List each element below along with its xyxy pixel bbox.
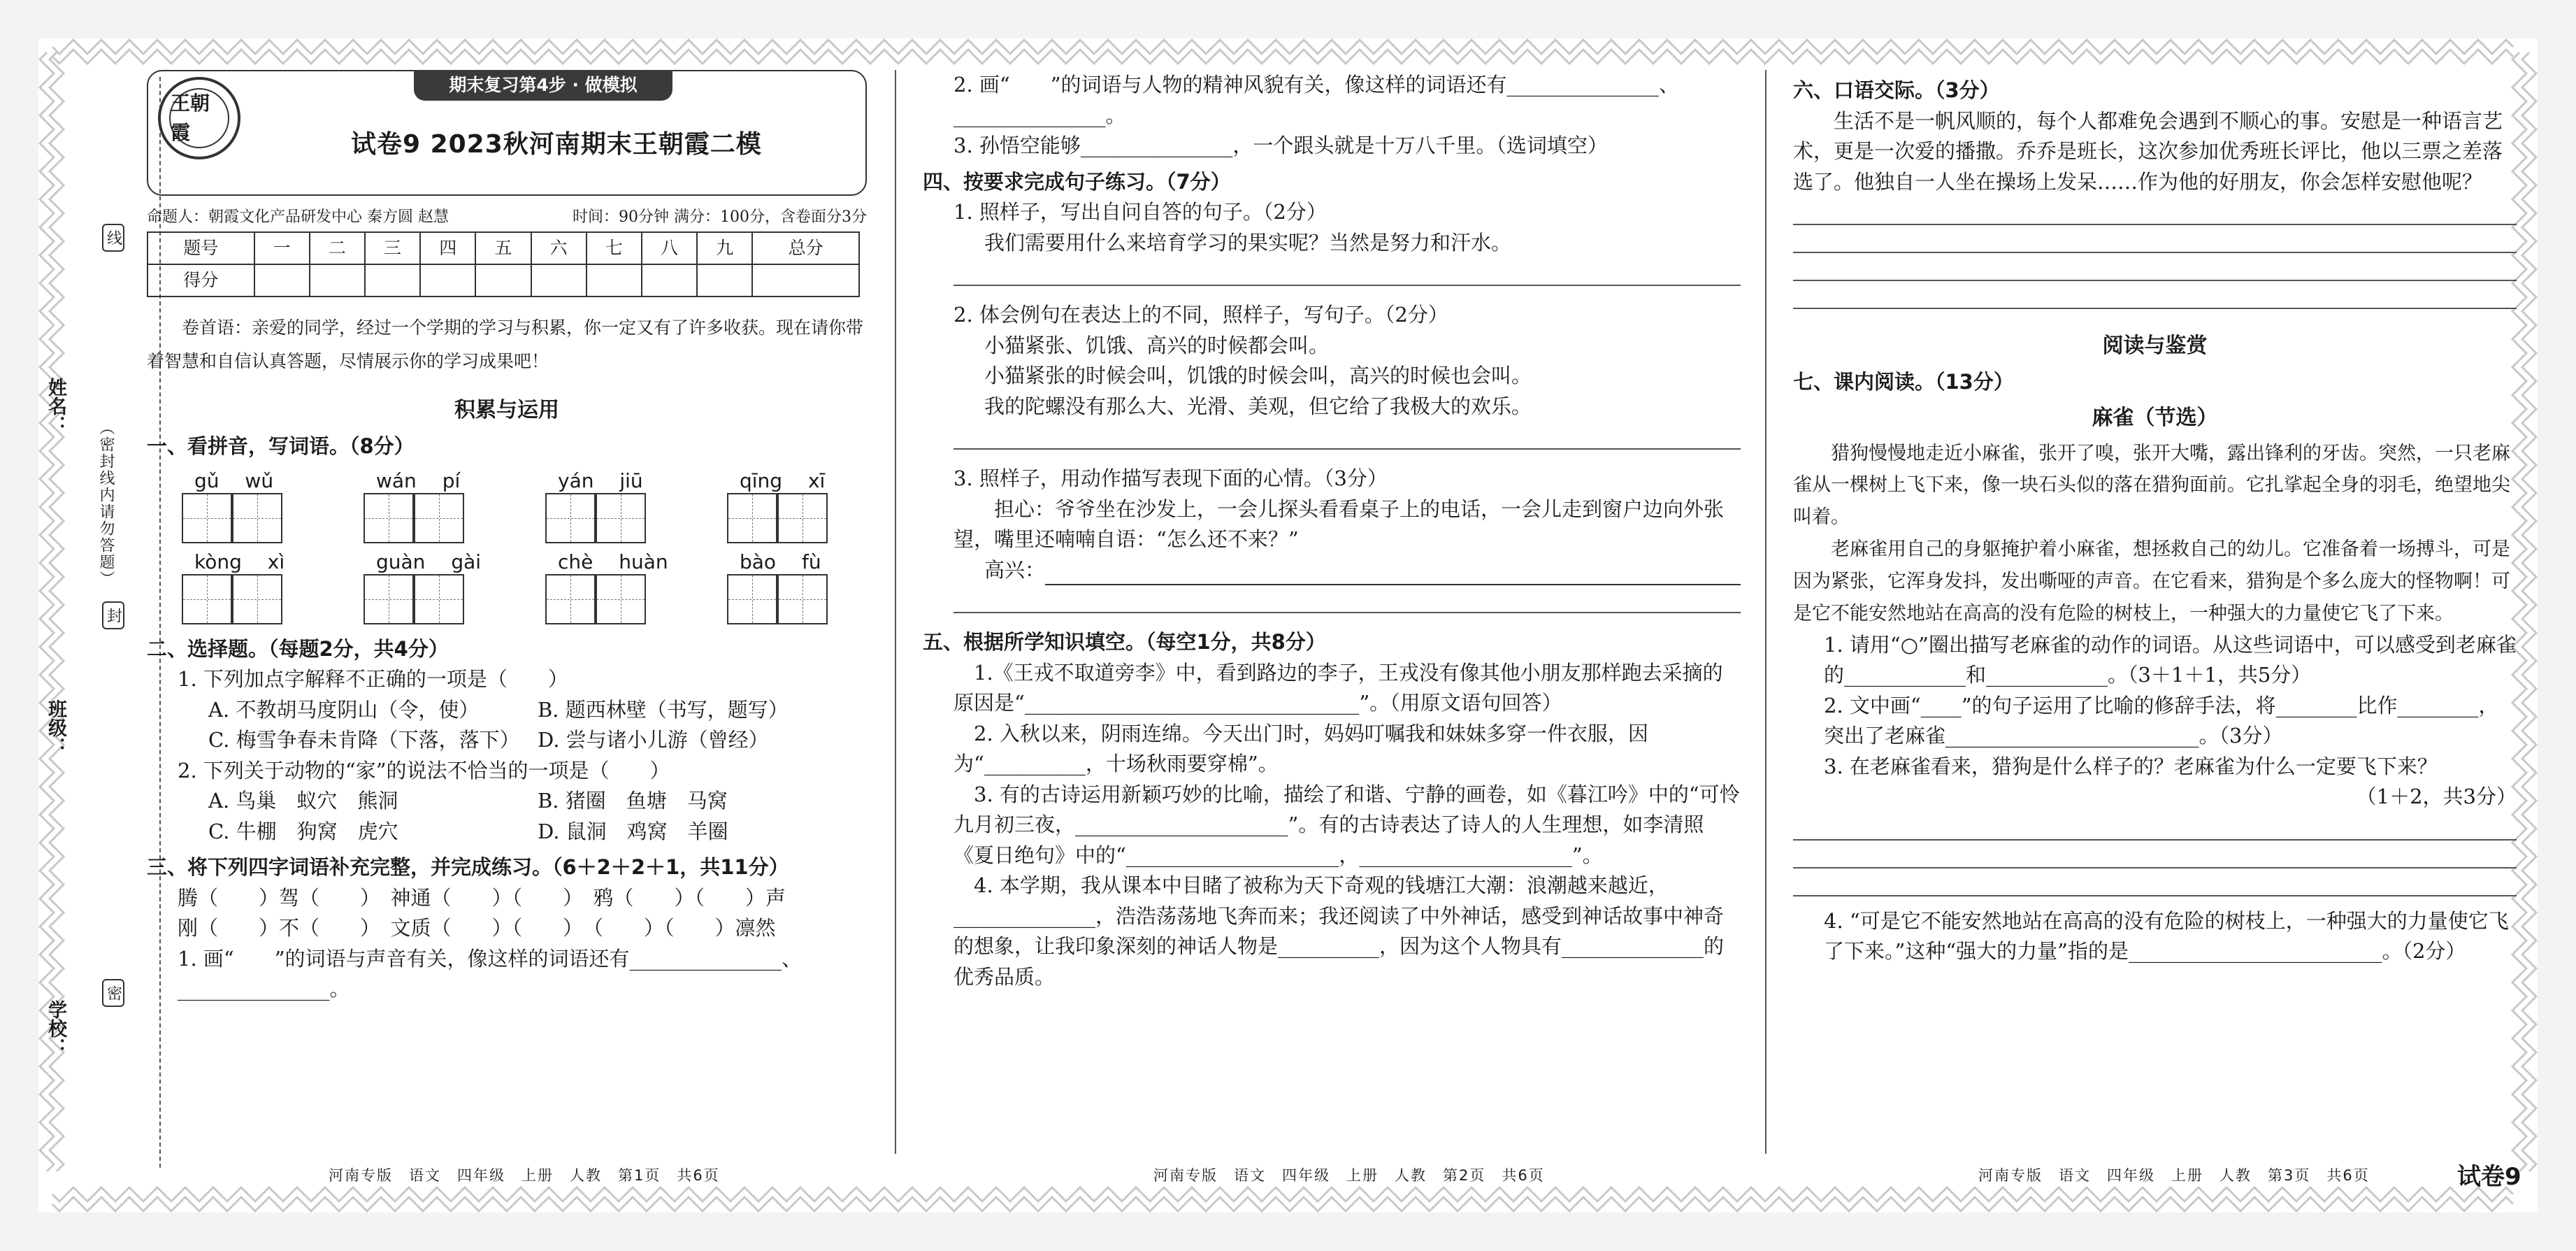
answer-line: [1793, 253, 2517, 281]
pinyin-item: [364, 548, 503, 624]
score-header-cell: 二: [310, 232, 365, 264]
writing-box[interactable]: [364, 493, 414, 543]
writing-box[interactable]: [414, 493, 464, 543]
writing-box[interactable]: [545, 493, 596, 543]
q5-3: 3. 有的古诗运用新颖巧妙的比喻，描绘了和谐、宁静的画卷，如《暮江吟》中的“可怜九月初三夜，_____________________”。有的古诗表达了诗人的人生理想，如李清照《夏日绝句》中的“_____________________，_____________________”。: [954, 782, 1740, 867]
pinyin-text: qīng xī: [740, 469, 826, 492]
q4-2: 2. 体会例句在表达上的不同，照样子，写句子。（2分）: [954, 303, 1448, 327]
option-item: B. 题西林壁（书写，题写）: [538, 697, 789, 722]
idiom-row-2: 刚（ ）不（ ） 文质（ ）（ ） （ ）（ ）凛然: [178, 916, 776, 940]
score-header-cell: 七: [587, 232, 642, 264]
writing-box[interactable]: [414, 574, 464, 624]
idiom-row-1: 腾（ ）驾（ ） 神通（ ）（ ） 鸦（ ）（ ）声: [178, 885, 786, 910]
score-header-cell: 题号: [147, 232, 254, 264]
writing-box[interactable]: [777, 574, 828, 624]
seal-tag-xian: 线: [102, 224, 124, 252]
score-cell[interactable]: [310, 264, 365, 296]
q5-2: 2. 入秋以来，阴雨连绵。今天出门时，妈妈叮嘱我和妹妹多穿一件衣服，因为“__________，十场秋雨要穿棉”。: [954, 721, 1648, 775]
authors: 命题人：朝霞文化产品研发中心 秦方圆 赵慧: [147, 208, 449, 226]
brand-logo: [158, 77, 240, 159]
exam-title: 试卷9 2023秋河南期末王朝霞二模: [351, 130, 762, 159]
q7-s3: 3. 在老麻雀看来，猎狗是什么样子的？老麻雀为什么一定要飞下来？: [1824, 754, 2438, 778]
passage-p2: 老麻雀用自己的身躯掩护着小麻雀，想拯救自己的幼儿。它准备着一场搏斗，可是因为紧张，它浑身发抖，发出嘶哑的声音。在它看来，猎狗是个多么庞大的怪物啊！可是它不能安然地站在高高的没有危险的树枝上，一种强大的力量使它飞了下来。: [1793, 538, 2510, 624]
column-2: [923, 70, 1741, 992]
score-header-cell: 一: [254, 232, 310, 264]
q4-3: 3. 照样子，用动作描写表现下面的心情。（3分）: [954, 466, 1388, 490]
q3-s2: 2. 画“ ”的词语与人物的精神风貌有关，像这样的词语还有_______________、_______________。: [954, 73, 1680, 127]
pinyin-item: [364, 466, 503, 543]
pinyin-item: [727, 548, 867, 624]
pinyin-text: yán jiū: [558, 469, 643, 492]
pinyin-row: [147, 548, 867, 624]
score-header-cell: 四: [420, 232, 475, 264]
q5-title: 五、根据所学知识填空。（每空1分，共8分）: [923, 630, 1326, 654]
q7-s3-points: （1＋2，共3分）: [2356, 785, 2517, 809]
pinyin-text: wán pí: [376, 469, 461, 492]
tian-grid: [364, 493, 503, 543]
writing-box[interactable]: [545, 574, 596, 624]
option-item: C. 梅雪争春未肯降（下落，落下）: [208, 728, 520, 752]
spacer: [954, 286, 1741, 300]
score-cell[interactable]: [531, 264, 587, 296]
writing-box[interactable]: [232, 574, 282, 624]
q4-2-example-1: 小猫紧张、饥饿、高兴的时候都会叫。: [984, 333, 1330, 357]
tian-grid: [182, 574, 322, 624]
column-3: [1793, 70, 2517, 967]
writing-box[interactable]: [596, 574, 646, 624]
tian-grid: [182, 493, 322, 543]
pinyin-row: [147, 466, 867, 543]
q3-s3: 3. 孙悟空能够_______________，一个跟头就是十万八千里。（选词填空）: [954, 134, 1608, 157]
q6-text: 生活不是一帆风顺的，每个人都难免会遇到不顺心的事。安慰是一种语言艺术，更是一次爱的播撒。乔乔是班长，这次参加优秀班长评比，他以三票之差落选了。他独自一人坐在操场上发呆……作为他的好朋友，你会怎样安慰他呢？: [1793, 108, 2503, 194]
score-header-cell: 三: [365, 232, 420, 264]
q4-3-example: 担心：爷爷坐在沙发上，一会儿探头看看桌子上的电话，一会儿走到窗户边向外张望，嘴里还喃喃自语：“怎么还不来？”: [954, 496, 1725, 551]
score-cell[interactable]: [752, 264, 859, 296]
passage-title: 麻雀（节选）: [2092, 405, 2218, 430]
writing-box[interactable]: [727, 574, 777, 624]
pinyin-item: [727, 466, 867, 543]
answer-line: [1793, 225, 2517, 253]
score-header-cell: 九: [697, 232, 752, 264]
tian-grid: [364, 574, 503, 624]
q1-title: 一、看拼音，写词语。（8分）: [147, 434, 415, 458]
answer-line: [1793, 281, 2517, 309]
q5-1: 1.《王戎不取道旁李》中，看到路边的李子，王戎没有像其他小朋友那样跑去采摘的原因是“_________________________________”。（用原文语句回答）: [954, 660, 1723, 715]
footer-page-3: 河南专版 语文 四年级 上册 人教 第3页 共6页: [1978, 1167, 2370, 1184]
happy-label: 高兴：: [984, 557, 1046, 582]
answer-line: [1793, 841, 2517, 868]
answer-line: [1793, 813, 2517, 841]
footer-page-2: 河南专版 语文 四年级 上册 人教 第2页 共6页: [1153, 1167, 1545, 1184]
q4-3-happy: [923, 555, 1741, 586]
writing-box[interactable]: [182, 493, 232, 543]
pinyin-text: kòng xì: [194, 550, 285, 573]
seal-note: （密封线内请勿答题）: [97, 420, 115, 587]
q4-title: 四、按要求完成句子练习。（7分）: [923, 169, 1231, 194]
q4-1: 1. 照样子，写出自问自答的句子。（2分）: [954, 200, 1327, 224]
exam-meta: [147, 206, 867, 229]
passage-p1: 猎狗慢慢地走近小麻雀，张开了嗅，张开大嘴，露出锋利的牙齿。突然，一只老麻雀从一棵树上飞下来，像一块石头似的落在猎狗面前。它扎挲起全身的羽毛，绝望地尖叫着。: [1793, 442, 2510, 529]
score-cell[interactable]: [587, 264, 642, 296]
seal-tag-feng: 封: [102, 601, 124, 629]
answer-line: [954, 422, 1741, 450]
q7-title: 七、课内阅读。（13分）: [1793, 370, 2014, 394]
column-divider: [895, 70, 896, 1154]
pinyin-item: [182, 548, 322, 624]
seal-tag-mi: 密: [102, 979, 124, 1007]
paper-id: 试卷9: [2457, 1163, 2521, 1191]
q7-s2: 2. 文中画“____”的句子运用了比喻的修辞手法，将________比作________，突出了老麻雀_________________________。（3分）: [1824, 693, 2499, 748]
school-label: 学校：: [45, 1000, 66, 1057]
tian-grid: [545, 574, 685, 624]
q4-2-example-2: 小猫紧张的时候会叫，饥饿的时候会叫，高兴的时候也会叫。: [984, 364, 1532, 387]
writing-box[interactable]: [777, 493, 828, 543]
writing-box[interactable]: [182, 574, 232, 624]
answer-blank: [1045, 555, 1741, 586]
score-cell[interactable]: [420, 264, 475, 296]
pinyin-item: [545, 466, 685, 543]
pinyin-text: chè huàn: [558, 550, 668, 573]
intro-text: 卷首语：亲爱的同学，经过一个学期的学习与积累，你一定又有了许多收获。现在请你带着智慧和自信认真答题，尽情展示你的学习成果吧！: [147, 317, 864, 371]
pinyin-text: guàn gài: [376, 550, 482, 573]
q3-s1: 1. 画“ ”的词语与声音有关，像这样的词语还有_______________、_______________。: [178, 946, 803, 1001]
score-header-cell: 五: [475, 232, 531, 264]
spacer: [954, 450, 1741, 464]
tian-grid: [727, 574, 867, 624]
score-cell[interactable]: [697, 264, 752, 296]
tian-grid: [727, 493, 867, 543]
q2-s2: 2. 下列关于动物的“家”的说法不恰当的一项是（ ）: [178, 758, 670, 782]
exam-header: [147, 70, 867, 196]
score-header-cell: 总分: [752, 232, 859, 264]
column-1: [147, 70, 867, 1005]
step-tag: 期末复习第4步 · 做模拟: [414, 70, 672, 101]
option-item: C. 牛棚 狗窝 虎穴: [208, 819, 398, 843]
answer-line: [1793, 197, 2517, 225]
wave-line: [2522, 52, 2536, 1171]
writing-box[interactable]: [364, 574, 414, 624]
q5-4: 4. 本学期，我从课本中目睹了被称为天下奇观的钱塘江大潮：浪潮越来越近，______________，浩浩荡荡地飞奔而来；我还阅读了中外神话，感受到神话故事中神奇的想象，让我印象深刻的神话人物是__________，因为这个人物具有______________的优秀品质。: [954, 873, 1725, 989]
score-header-cell: 六: [531, 232, 587, 264]
score-row-label: 得分: [147, 264, 254, 296]
q2-s1: 1. 下列加点字解释不正确的一项是（ ）: [178, 667, 568, 691]
footer-page-1: 河南专版 语文 四年级 上册 人教 第1页 共6页: [329, 1167, 720, 1184]
q4-2-example-3: 我的陀螺没有那么大、光滑、美观，但它给了我极大的欢乐。: [984, 394, 1532, 418]
score-table: [147, 231, 860, 297]
options: [147, 786, 867, 847]
option-item: A. 不教胡马度阴山（令，使）: [208, 697, 480, 722]
option-item: D. 鼠洞 鸡窝 羊圈: [538, 819, 728, 843]
pinyin-item: [545, 548, 685, 624]
option-item: A. 鸟巢 蚁穴 熊洞: [208, 789, 398, 813]
option-item: D. 尝与诸小儿游（曾经）: [538, 728, 769, 752]
q6-title: 六、口语交际。（3分）: [1793, 78, 2000, 102]
options: [147, 695, 867, 756]
column-divider: [1765, 70, 1766, 1154]
class-label: 班级：: [45, 699, 66, 756]
answer-line: [1793, 868, 2517, 896]
part2-title: 阅读与鉴赏: [2102, 334, 2208, 358]
exam-info: 时间：90分钟 满分：100分，含卷面分3分: [573, 208, 867, 226]
score-cell[interactable]: [365, 264, 420, 296]
q7-s4: 4. “可是它不能安然地站在高高的没有危险的树枝上，一种强大的力量使它飞了下来。”这种“强大的力量”指的是_________________________。（2分）: [1824, 908, 2509, 964]
q2-title: 二、选择题。（每题2分，共4分）: [147, 636, 449, 661]
q3-title: 三、将下列四字词语补充完整，并完成练习。（6＋2＋2＋1，共11分）: [147, 855, 789, 879]
writing-box[interactable]: [596, 493, 646, 543]
writing-box[interactable]: [727, 493, 777, 543]
answer-line: [954, 258, 1741, 286]
pinyin-item: [182, 466, 322, 543]
name-label: 姓名：: [45, 378, 66, 434]
score-cell[interactable]: [254, 264, 310, 296]
tian-grid: [545, 493, 685, 543]
part1-title: 积累与运用: [454, 398, 559, 422]
answer-line: [954, 585, 1741, 613]
score-header-cell: 八: [642, 232, 697, 264]
option-item: B. 猪圈 鱼塘 马窝: [538, 789, 728, 813]
writing-box[interactable]: [232, 493, 282, 543]
score-cell[interactable]: [475, 264, 531, 296]
logo-seal: 王朝霞: [169, 88, 229, 148]
pinyin-text: bào fù: [740, 550, 821, 573]
q4-1-example: 我们需要用什么来培育学习的果实呢？当然是努力和汗水。: [984, 230, 1512, 255]
score-cell[interactable]: [642, 264, 697, 296]
q7-s1: 1. 请用“○”圈出描写老麻雀的动作的词语。从这些词语中，可以感受到老麻雀的____________和____________。（3＋1＋1，共5分）: [1824, 632, 2517, 687]
pinyin-text: gǔ wǔ: [194, 469, 274, 492]
